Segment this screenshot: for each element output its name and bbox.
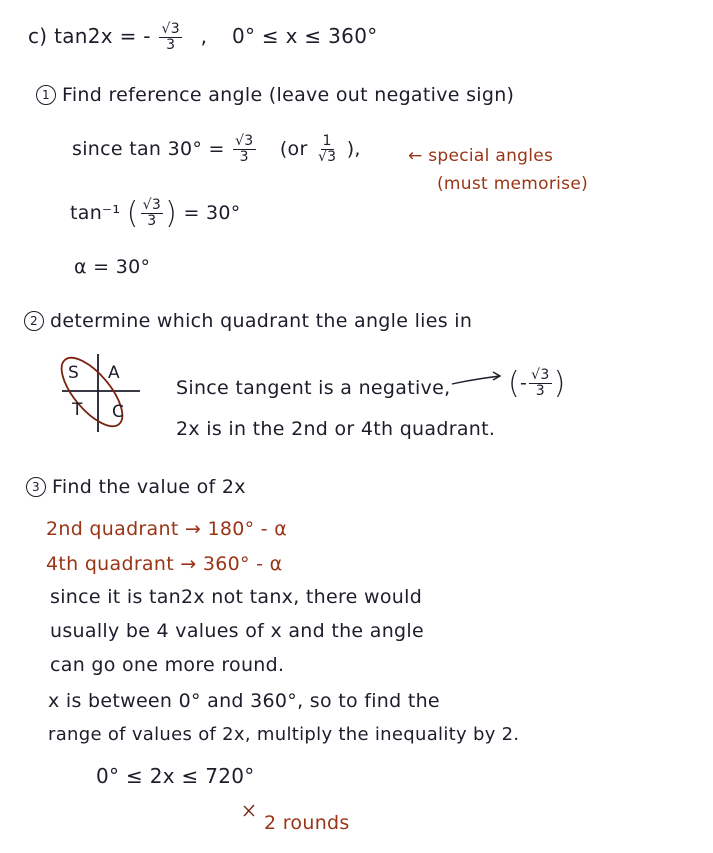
neg-fraction — [529, 368, 551, 399]
step1-or-num: 1 — [322, 133, 332, 149]
paren-close: ) — [165, 196, 178, 231]
neg-num: √3 — [531, 367, 550, 383]
special-angles-note: ← special angles — [408, 146, 554, 166]
quadrant-c: C — [112, 402, 125, 422]
para1-line2: usually be 4 values of x and the angle — [50, 620, 424, 642]
inverse-result: = 30° — [183, 202, 241, 224]
inverse-tan: tan⁻¹ — [70, 202, 121, 224]
step3-heading-text: Find the value of 2x — [52, 476, 246, 498]
para1-line3: can go one more round. — [50, 654, 285, 676]
para2-line1: x is between 0° and 360°, so to find the — [48, 690, 440, 712]
problem-frac-den: 3 — [166, 37, 176, 53]
second-quadrant-rule: 2nd quadrant → 180° - α — [46, 518, 288, 540]
inverse-den: 3 — [147, 213, 157, 229]
problem-comma: , — [200, 24, 208, 48]
step1-or-open: (or — [279, 138, 308, 160]
step2-heading-text: determine which quadrant the angle lies in — [50, 310, 473, 332]
inverse-num: √3 — [142, 197, 162, 213]
alpha-line: α = 30° — [74, 256, 151, 278]
step1-frac-num: √3 — [235, 133, 254, 149]
step1-or-den: √3 — [317, 149, 337, 165]
fourth-quadrant-rule: 4th quadrant → 360° - α — [46, 553, 283, 575]
step2-line2: 2x is in the 2nd or 4th quadrant. — [176, 418, 496, 440]
negative-root-fraction — [508, 366, 566, 401]
step1-number: 1 — [36, 85, 56, 105]
step2-number: 2 — [24, 311, 44, 331]
step1-frac-den: 3 — [239, 149, 249, 165]
problem-domain: 0° ≤ x ≤ 360° — [231, 24, 378, 48]
step3-heading — [26, 476, 246, 498]
step1-or-close: ), — [346, 138, 361, 160]
neg-sign: - — [520, 372, 528, 394]
problem-equation: tan2x = - — [54, 24, 151, 48]
step2-line1: Since tangent is a negative, — [176, 377, 451, 399]
quadrant-t: T — [72, 400, 83, 420]
neg-paren-open: ( — [508, 366, 521, 401]
step1-heading-text: Find reference angle (leave out negative sign) — [62, 84, 515, 106]
quadrant-s: S — [68, 363, 80, 383]
pointer-arrow — [452, 376, 500, 384]
step3-number: 3 — [26, 477, 46, 497]
s-c-loop — [51, 348, 133, 435]
neg-den: 3 — [535, 383, 545, 399]
must-memorise-note: (must memorise) — [437, 174, 589, 194]
para1-line1: since it is tan2x not tanx, there would — [50, 586, 423, 608]
problem-label: c) — [28, 24, 48, 48]
quadrant-a: A — [108, 363, 120, 383]
para2-line2: range of values of 2x, multiply the inequality by 2. — [48, 724, 520, 745]
rounds-arrow — [244, 805, 254, 816]
step1-since-text: since tan 30° = — [72, 138, 225, 160]
neg-paren-close: ) — [553, 366, 566, 401]
problem-frac-num: √3 — [161, 21, 180, 37]
two-rounds-note: 2 rounds — [264, 812, 350, 834]
doubled-inequality: 0° ≤ 2x ≤ 720° — [96, 764, 255, 788]
paren-open: ( — [126, 196, 139, 231]
